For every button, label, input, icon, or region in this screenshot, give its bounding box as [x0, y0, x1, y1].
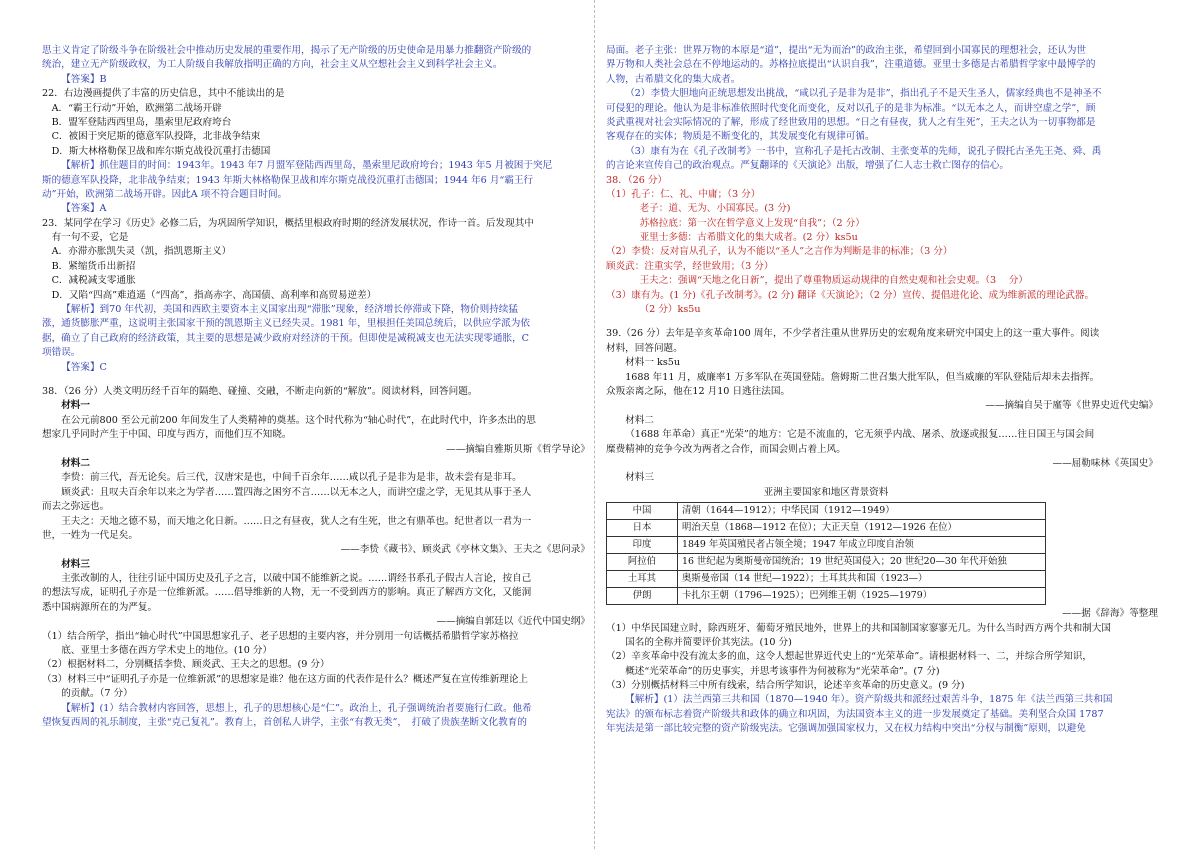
text-line: （2）根据材料二，分别概括李贽、顾炎武、王夫之的思想。(9 分）	[42, 659, 330, 671]
text-line: 局面。老子主张：世界万物的本原是“道”，提出“无为而治”的政治主张，希望回到小国寡民的理想社会，还认为世	[606, 45, 1087, 56]
country-cell: 阿拉伯	[607, 554, 678, 571]
text-line: （3）分别概括材料三中所有线索，结合所学知识，论述辛亥革命的历史意义。(9 分)	[606, 680, 965, 692]
text-line: ——李贽《藏书》、顾炎武《亭林文集》、王夫之《思问录》	[340, 544, 590, 556]
text-line: 人物，古希腊文化的集大成者。	[606, 73, 741, 85]
text-line: 【答案】A	[61, 203, 107, 215]
text-line: 众叛亲离之际，他在12 月10 日逃往法国。	[606, 385, 791, 397]
text-line: 23．某同学在学习《历史》必修二后，为巩固所学知识，概括里根政府时期的经济发展状况，作诗一首。后发现其中	[42, 217, 534, 229]
text-line: A．亦滞亦胀凯失灵（凯，指凯恩斯主义）	[51, 246, 232, 258]
text-line: 顾炎武：注重实学，经世致用；（3 分）	[606, 260, 774, 272]
text-line: 界万物和人类社会总在不停地运动的。苏格拉底提出“认识自我”，注重道德。亚里士多德是古希腊哲学家中最博学的	[606, 59, 1096, 71]
table-row	[607, 537, 1046, 554]
text-line: 【解析】抓住题目的时间：1943年。1943 年7 月盟军登陆西西里岛，墨索里尼政府垮台；1943 年5 月被困于突尼	[61, 160, 553, 172]
text-line: （2）李贽：反对盲从孔子，认为不能以“圣人”之言作为判断是非的标准；（3 分）	[606, 246, 953, 258]
text-line: 客观存在的实体；物质是不断变化的，其发展变化有规律可循。	[606, 131, 875, 143]
text-line: 思主义肯定了阶级斗争在阶级社会中推动历史发展的重要作用，揭示了无产阶级的历史使命是用暴力推翻资产阶级的	[42, 45, 532, 56]
text-line: 年宪法是第一部比较完整的资产阶级宪法。它强调加强国家权力，又在权力结构中突出“分权与制衡”原则，以避免	[606, 723, 1086, 735]
text-line: 材料一 ks5u	[625, 357, 681, 369]
text-line: （2 分）ks5u	[639, 304, 701, 316]
text-line: 【解析】(1）结合教材内容回答，思想上，孔子的思想核心是“仁”。政治上，孔子强调统治者要施行仁政。他希	[61, 702, 532, 714]
text-line: ——屈勒味林《英国史》	[1052, 457, 1158, 469]
text-line: 【解析】到70 年代初，美国和西欧主要资本主义国家出现“滞胀”现象，经济增长停滞或下降，物价则持续猛	[61, 304, 518, 316]
text-line: （3）康有为。(1 分)《孔子改制考》。(2 分) 翻译《天演论》；（2 分）宣传、提倡进化论、成为维新派的理论武器。	[606, 289, 1095, 301]
text-line: 顾炎武：且叹夫百余年以来之为学者……置四海之困穷不言……以无本之人，而讲空虚之学，无见其从事于圣人	[61, 486, 532, 498]
text-line: 1688 年11 月，威廉率1 万多军队在英国登陆。詹姆斯二世召集大批军队，但当威廉的军队登陆后却未去指挥。	[625, 371, 1100, 383]
country-cell: 伊朗	[607, 588, 678, 605]
text-line: 主张改制的人，往往引证中国历史及孔子之言，以破中国不能维新之说。……谓经书系孔子假古人言论，按自己	[61, 573, 532, 585]
country-cell: 中国	[607, 503, 678, 520]
text-line: （1688 年革命）真正“光荣”的地方：它是不流血的，它无须乎内战、屠杀、放逐或报复……往日国王与国会间	[625, 429, 1095, 441]
text-line	[42, 375, 590, 385]
text-line: 炎武重视对社会实际情况的了解，形成了经世致用的思想。“日之有昼夜，犹人之有生死”，王夫之认为一切事物都是	[606, 116, 1096, 128]
text-line: 【答案】B	[61, 73, 107, 85]
text-line: 在公元前800 至公元前200 年间发生了人类精神的奠基。这个时代称为“轴心时代”，在此时代中，许多杰出的思	[61, 414, 536, 426]
text-line: 材料，回答问题。	[606, 342, 683, 354]
text-line: （1）中华民国建立时，除西班牙、葡萄牙殖民地外，世界上的共和国制国家寥寥无几。为什么当时西方两个共和制大国	[606, 622, 1111, 634]
text-line: 统治，建立无产阶级政权，为工人阶级自我解放指明正确的方向，社会主义从空想社会主义到科学社会主义。	[42, 59, 503, 71]
text-line: 材料一	[61, 400, 90, 412]
left-column	[42, 44, 590, 730]
country-cell: 日本	[607, 520, 678, 537]
text-line: D．又陷“四高”难逍遥（“四高”，指高赤字、高国债、高利率和高贸易逆差）	[51, 289, 377, 301]
text-line: 可侵犯的理论。他认为是非标准依照时代变化而变化，反对以孔子的是非为标准。“以无本之人，而讲空虚之学”，顾	[606, 102, 1096, 114]
text-line: 世，一姓为一代足矣。	[42, 529, 138, 541]
period-cell: 16 世纪起为奥斯曼帝国统治；19 世纪英国侵入；20 世纪20—30 年代开始独	[678, 554, 1046, 571]
table-row	[607, 571, 1046, 588]
text-line: 李贽：前三代，吾无论矣。后三代，汉唐宋是也，中间千百余年……咸以孔子是非为是非，故未尝有是非耳。	[61, 472, 522, 484]
period-cell: 1849 年英国殖民者占领全境；1947 年成立印度自治领	[678, 537, 1046, 554]
text-line: 悉中国病源所在的为严复。	[42, 601, 158, 613]
text-line: 据，确立了自己政府的经济政策，其主要的思想是减少政府对经济的干预。但即使是减税减支也无法实现零通胀，C	[42, 332, 530, 344]
text-line: ——摘编自郭廷以《近代中国史纲》	[436, 616, 590, 628]
text-line: 【答案】C	[61, 361, 107, 373]
text-line: 而去之弥远也。	[42, 501, 110, 513]
text-line: 的贡献。（7 分）	[61, 688, 133, 700]
text-line: （3）康有为在《孔子改制考》一书中，宣称孔子是托古改制、主张变革的先师，说孔子假托古圣先王尧、舜、禹	[625, 145, 1102, 157]
text-line: （3）材料三中“证明孔子亦是一位维新派”的思想家是谁？他在这方面的代表作是什么？概述严复在宣传维新理论上	[42, 673, 529, 685]
text-line: 涨，通货膨胀严重，这说明主张国家干预的凯恩斯主义已经失灵。1981 年，里根担任美国总统后，以供应学派为依	[42, 318, 530, 330]
period-cell: 清朝（1644—1912）；中华民国（1912—1949）	[678, 503, 1046, 520]
right-top-text	[606, 44, 1158, 486]
text-line: 望恢复西周的礼乐制度，主张“克己复礼”。教育上，首创私人讲学，主张“有教无类”， 打破了贵族垄断文化教育的	[42, 716, 527, 728]
text-line: C．被困于突尼斯的德意军队投降，北非战争结束	[51, 131, 261, 143]
text-line: 糜费精神的竞争今改为两者之合作，而国会则占着上风。	[606, 443, 846, 455]
text-line: 【解析】(1）法兰西第三共和国（1870—1940 年）。资产阶级共和派经过艰苦斗争，1875 年《法兰西第三共和国	[625, 694, 1113, 706]
text-line: 39.（26 分）去年是辛亥革命100 周年，不少学者注重从世界历史的宏观角度来研究中国史上的这一重大事件。阅读	[606, 328, 1100, 340]
text-line: 王夫之：强调“天地之化日新”，提出了尊重物质运动规律的自然史观和社会史观。（3 分）	[639, 275, 1028, 287]
text-line: C．减税减支零通胀	[51, 275, 136, 287]
text-line: 斯的德意军队投降，北非战争结束；1943 年斯大林格勒保卫战和库尔斯克战役沉重打击德国；1944 年6 月“霸王行	[42, 174, 534, 186]
text-line: 材料二	[625, 414, 654, 426]
text-line: 想家几乎同时产生于中国、印度与西方，而他们互不知晓。	[42, 429, 292, 441]
text-line: （2）李贽大胆地向正统思想发出挑战，“咸以孔子是非为是非”，指出孔子不是天生圣人，儒家经典也不是神圣不	[625, 88, 1102, 100]
text-line: 国名的全称并简要评价其宪法。(10 分)	[625, 636, 792, 648]
text-line: B．紧缩货币出新招	[51, 260, 136, 272]
text-line: 项错误。	[42, 347, 81, 359]
period-cell: 明治天皇（1868—1912 在位）；大正天皇（1912—1926 在位）	[678, 520, 1046, 537]
table-row	[607, 520, 1046, 537]
column-divider	[594, 0, 595, 849]
text-line: 材料三	[61, 558, 90, 570]
table-source: ——据《辞海》等整理	[1062, 608, 1158, 620]
text-line: 材料二	[61, 457, 90, 469]
text-line: 宪法》的颁布标志着资产阶级共和政体的确立和巩固，为法国资本主义的进一步发展奠定了基础。美利坚合众国 1787	[606, 708, 1104, 720]
text-line: （2）辛亥革命中没有流太多的血，这令人想起世界近代史上的“光荣革命”。请根据材料一、二，并综合所学知识，	[606, 651, 1093, 663]
table-row	[607, 554, 1046, 571]
text-line: 亚里士多德：古希腊文化的集大成者。(2 分）ks5u	[639, 232, 858, 244]
text-line: 材料三	[625, 472, 654, 484]
text-line: 有一句不妥，它是	[51, 232, 129, 244]
text-line: 22．右边漫画提供了丰富的历史信息，其中不能读出的是	[42, 88, 285, 100]
text-line: 38．（26 分）人类文明历经千百年的隔绝、碰撞、交融，不断走向新的“解放”。阅读材料，回答问题。	[42, 385, 478, 397]
text-line: 底、亚里士多德在西方学术史上的地位。(10 分）	[61, 645, 273, 657]
text-line: 苏格拉底：第一次在哲学意义上发现“自我”；（2 分）	[639, 217, 865, 229]
right-bottom-text	[606, 622, 1158, 737]
text-line: 的言论来宣传自己的政治观点。严复翻译的《天演论》出版，增强了仁人志士救亡图存的信心。	[606, 160, 1009, 172]
text-line: （1）结合所学，指出“轴心时代”中国思想家孔子、老子思想的主要内容，并分别用一句话概括希腊哲学家苏格拉	[42, 630, 519, 642]
text-line: A．“霸王行动”开始，欧洲第二战场开辟	[51, 102, 222, 114]
table-caption: 亚洲主要国家和地区背景资料	[763, 486, 889, 498]
country-cell: 印度	[607, 537, 678, 554]
text-line: （1）孔子：仁、礼、中庸；（3 分）	[606, 188, 761, 200]
period-cell: 奥斯曼帝国（14 世纪—1922）；土耳其共和国（1923—）	[678, 571, 1046, 588]
text-line	[606, 317, 1158, 327]
period-cell: 卡扎尔王朝（1796—1925）；巴列维王朝（1925—1979）	[678, 588, 1046, 605]
text-line: 王夫之：天地之德不易，而天地之化日新。……日之有昼夜，犹人之有生死，世之有鼎革也。纪世者以一君为一	[61, 515, 532, 527]
text-line: B．盟军登陆西西里岛，墨索里尼政府垮台	[51, 116, 232, 128]
text-line: ——摘编自雅斯贝斯《哲学导论》	[446, 443, 590, 455]
text-line: ——摘编自吴于廑等《世界史近代史编》	[985, 400, 1158, 412]
text-line: 的想法写成，证明孔子亦是一位维新派。……倡导维新的人物，无一不受到西方的影响。真正了解西方文化，又能洞	[42, 587, 532, 599]
text-line: D．斯大林格勒保卫战和库尔斯克战役沉重打击德国	[51, 145, 271, 157]
text-line: 动”开始，欧洲第二战场开辟。因此A 项不符合题目时间。	[42, 188, 288, 200]
country-cell: 土耳其	[607, 571, 678, 588]
right-column	[606, 44, 1158, 737]
background-table	[606, 502, 1046, 605]
text-line: 38．（26 分）	[606, 174, 668, 186]
table-row	[607, 503, 1046, 520]
table-row	[607, 588, 1046, 605]
text-line: 老子：道、无为、小国寡民。(3 分)	[639, 203, 791, 215]
text-line: 概述“光荣革命”的历史事实，并思考该事件为何被称为“光荣革命”。(7 分)	[625, 665, 940, 677]
